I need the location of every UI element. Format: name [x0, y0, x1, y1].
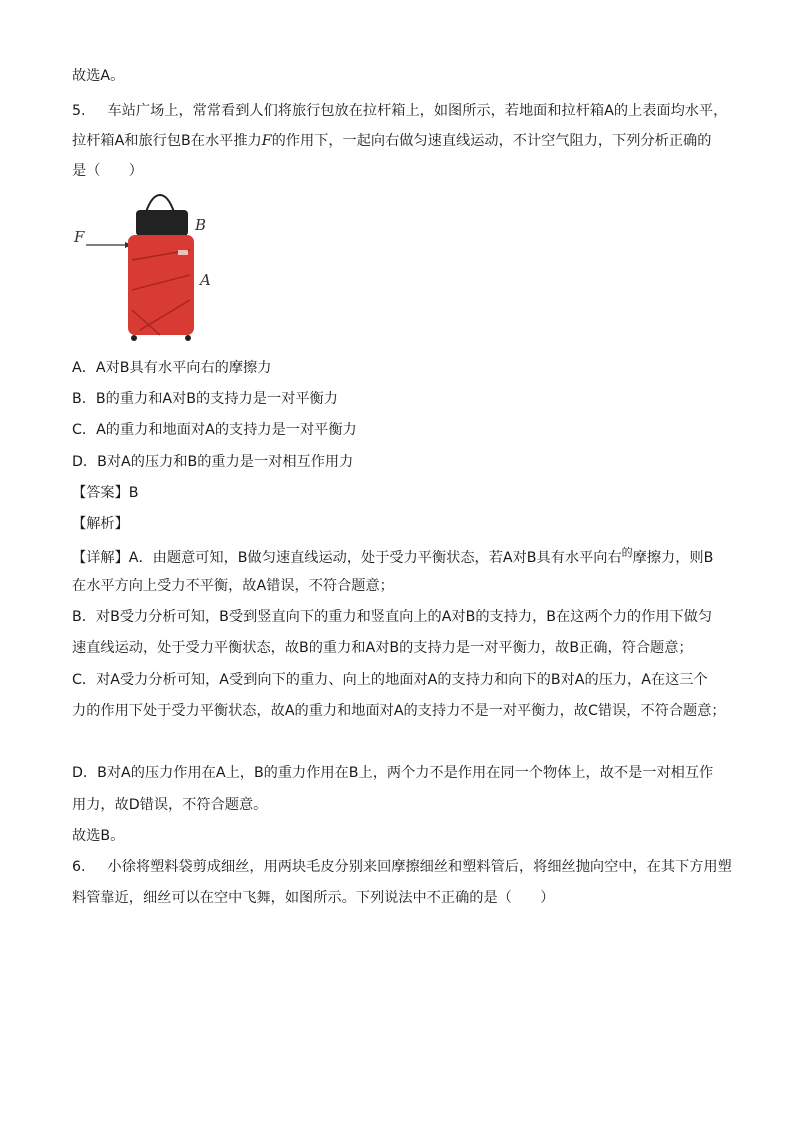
option-b: B．B的重力和A对B的支持力是一对平衡力: [72, 391, 338, 407]
analysis-line-2: 在水平方向上受力不平衡，故A错误，不符合题意；: [72, 578, 394, 594]
question-6-stem-line1: 6. 小徐将塑料袋剪成细丝，用两块毛皮分别来回摩擦细丝和塑料管后，将细丝抛向空中，在其下方用塑: [72, 859, 732, 875]
suitcase-figure: [70, 190, 230, 350]
analysis-title: 【解析】: [72, 516, 129, 532]
analysis-line-4: 速直线运动，处于受力平衡状态，故B的重力和A对B的支持力是一对平衡力，故B正确，符合题意；: [72, 640, 693, 656]
option-d: D．B对A的压力和B的重力是一对相互作用力: [72, 454, 354, 470]
answer: 【答案】B: [72, 485, 139, 501]
question-6-stem-line2: 料管靠近，细丝可以在空中飞舞，如图所示。下列说法中不正确的是（ ）: [72, 890, 555, 906]
force-symbol: F: [261, 133, 272, 149]
question-5-conclusion: 故选B。: [72, 828, 125, 844]
analysis-line-3: B．对B受力分析可知，B受到竖直向下的重力和竖直向上的A对B的支持力，B在这两个力的作用下做匀: [72, 609, 713, 625]
question-number: 5.: [72, 103, 86, 119]
analysis-line-6: 力的作用下处于受力平衡状态，故A的重力和地面对A的支持力不是一对平衡力，故C错误，不符合题意；: [72, 703, 726, 719]
option-a: A．A对B具有水平向右的摩擦力: [72, 360, 272, 376]
figure-label-f: F: [74, 228, 85, 246]
travel-bag: [136, 210, 188, 236]
analysis-line-1: 【详解】A．由题意可知，B做匀速直线运动，处于受力平衡状态，若A对B具有水平向右$^的$摩擦力，则B: [72, 546, 714, 566]
question-5-stem-line3: 是（ ）: [72, 163, 143, 179]
figure-label-b: B: [195, 216, 207, 234]
question-5-stem-line2: 拉杆箱A和旅行包B在水平推力F的作用下，一起向右做匀速直线运动，不计空气阻力，下列分析正确的: [72, 133, 712, 149]
analysis-line-7: D．B对A的压力作用在A上，B的重力作用在B上，两个力不是作用在同一个物体上，故不是一对相互作: [72, 765, 714, 781]
question-number: 6.: [72, 859, 86, 875]
question-5-stem-line1: 5. 车站广场上，常常看到人们将旅行包放在拉杆箱上，如图所示，若地面和拉杆箱A的上表面均水平，: [72, 103, 728, 119]
figure-label-a: A: [200, 271, 211, 289]
previous-conclusion: 故选A。: [72, 68, 125, 84]
option-c: C．A的重力和地面对A的支持力是一对平衡力: [72, 422, 357, 438]
analysis-line-8: 用力，故D错误，不符合题意。: [72, 797, 268, 813]
analysis-line-5: C．对A受力分析可知，A受到向下的重力、向上的地面对A的支持力和向下的B对A的压力，A在这三个: [72, 672, 708, 688]
